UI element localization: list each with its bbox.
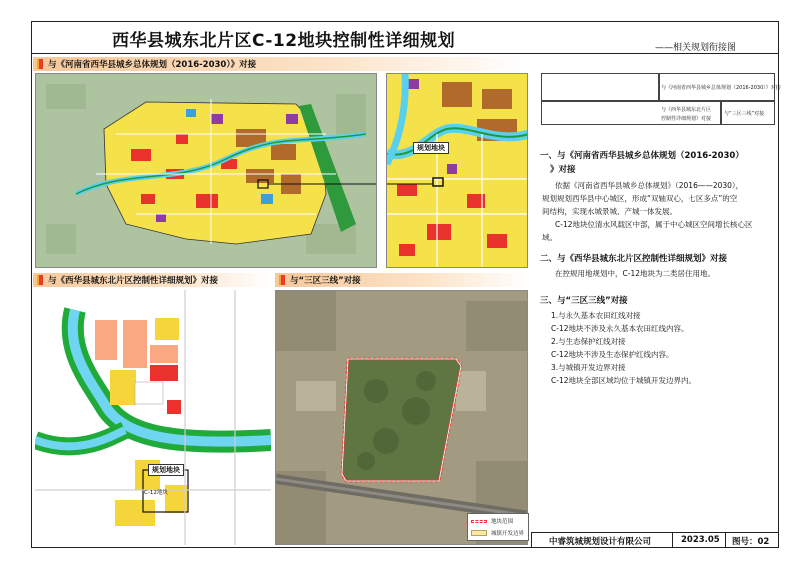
section-3-para-3: 2.与生态保护红线对接 [551,337,626,346]
section-1-para-2: 规划规划西华县中心城区，形成“双轴双心，七区多点”的空 [542,194,738,203]
page-title: 西华县城东北片区C-12地块控制性详细规划 [112,31,456,51]
regulatory-plan-graphic [35,290,271,545]
section-2-para-1: 在控规用地规划中，C-12地块为二类居住用地。 [555,269,715,278]
legend-boundary-row [471,529,524,537]
caption-master-plan [33,57,528,71]
development-boundary-swatch [471,530,487,536]
footer-sep-2 [725,532,726,548]
footer-sep-0 [531,532,532,548]
section-3-para-2: C-12地块不涉及永久基本农田红线内容。 [551,324,689,333]
master-plan-zoom-graphic [387,74,528,268]
section-3-para-6: C-12地块全部区域均位于城镇开发边界内。 [551,376,696,385]
master-plan-map-graphic [36,74,377,268]
stub-divider-v2 [720,100,722,125]
regulatory-parcel-code: C-12地块 [144,490,168,496]
three-zones-map [275,290,528,545]
stub-three-zones: 与“三区三线”对接 [724,111,765,117]
caption-master-plan-text: 与《河南省西华县城乡总体规划（2016-2030）》对接 [48,60,257,70]
stub-regulatory-b: 控制性详细规划》对接 [661,116,712,122]
caption-three-zones [275,273,528,287]
section-1-title-b: 》对接 [550,165,576,175]
regulatory-site-label: 规划地块 [148,464,184,476]
section-1-para-3: 间结构，实现水城景城、产城一体发展。 [542,207,677,216]
stub-divider-v1 [658,73,660,100]
caption-marker-icon [37,59,43,69]
caption-regulatory-plan-text: 与《西华县城东北片区控制性详细规划》对接 [48,276,219,286]
site-boundary-swatch [471,520,487,523]
section-1-para-1: 依据《河南省西华县城乡总体规划》（2016——2030）， [555,181,744,190]
stub-divider-h [541,100,775,102]
stub-master-plan: 与《河南省西华县城乡总体规划（2016-2030）》对接 [661,85,781,91]
section-3-title: 三、与“三区三线”对接 [540,296,628,306]
section-1-para-4: C-12地块位清水风载区中部，属于中心城区空间增长核心区 [555,220,753,229]
master-plan-map [35,73,377,268]
footer-figure-number: 图号：02 [732,537,770,547]
footer-sep-1 [672,532,673,548]
stub-regulatory-a: 与《西华县城东北片区 [661,107,712,113]
caption-three-zones-text: 与“三区三线”对接 [290,276,361,286]
section-1-para-5: 域。 [542,233,557,242]
master-plan-zoom-map [386,73,528,268]
legend-site-text: 地块范围 [491,519,514,525]
page-subtitle: ——相关规划衔接图 [655,43,737,53]
section-3-para-1: 1.与永久基本农田红线对接 [551,311,641,320]
footer-date: 2023.05 [681,535,720,545]
section-3-para-5: 3.与城镇开发边界对接 [551,363,626,372]
legend-site-row [471,517,513,525]
section-2-title: 二、与《西华县城东北片区控制性详细规划》对接 [540,254,728,264]
caption-marker-icon [37,275,43,285]
footer-divider [531,532,779,533]
header-divider [31,53,779,54]
three-zones-graphic [276,291,528,545]
section-1-title-a: 一、与《河南省西华县城乡总体规划（2016-2030） [540,151,744,161]
footer-company: 中睿筑城规划设计有限公司 [549,537,652,547]
legend-boundary-text: 城镇开发边界 [491,531,525,537]
three-zones-legend [467,513,529,541]
caption-regulatory-plan [33,273,271,287]
section-3-para-4: C-12地块不涉及生态保护红线内容。 [551,350,674,359]
master-plan-site-label: 规划地块 [413,142,449,154]
caption-marker-icon [279,275,285,285]
regulatory-plan-map [35,290,271,545]
